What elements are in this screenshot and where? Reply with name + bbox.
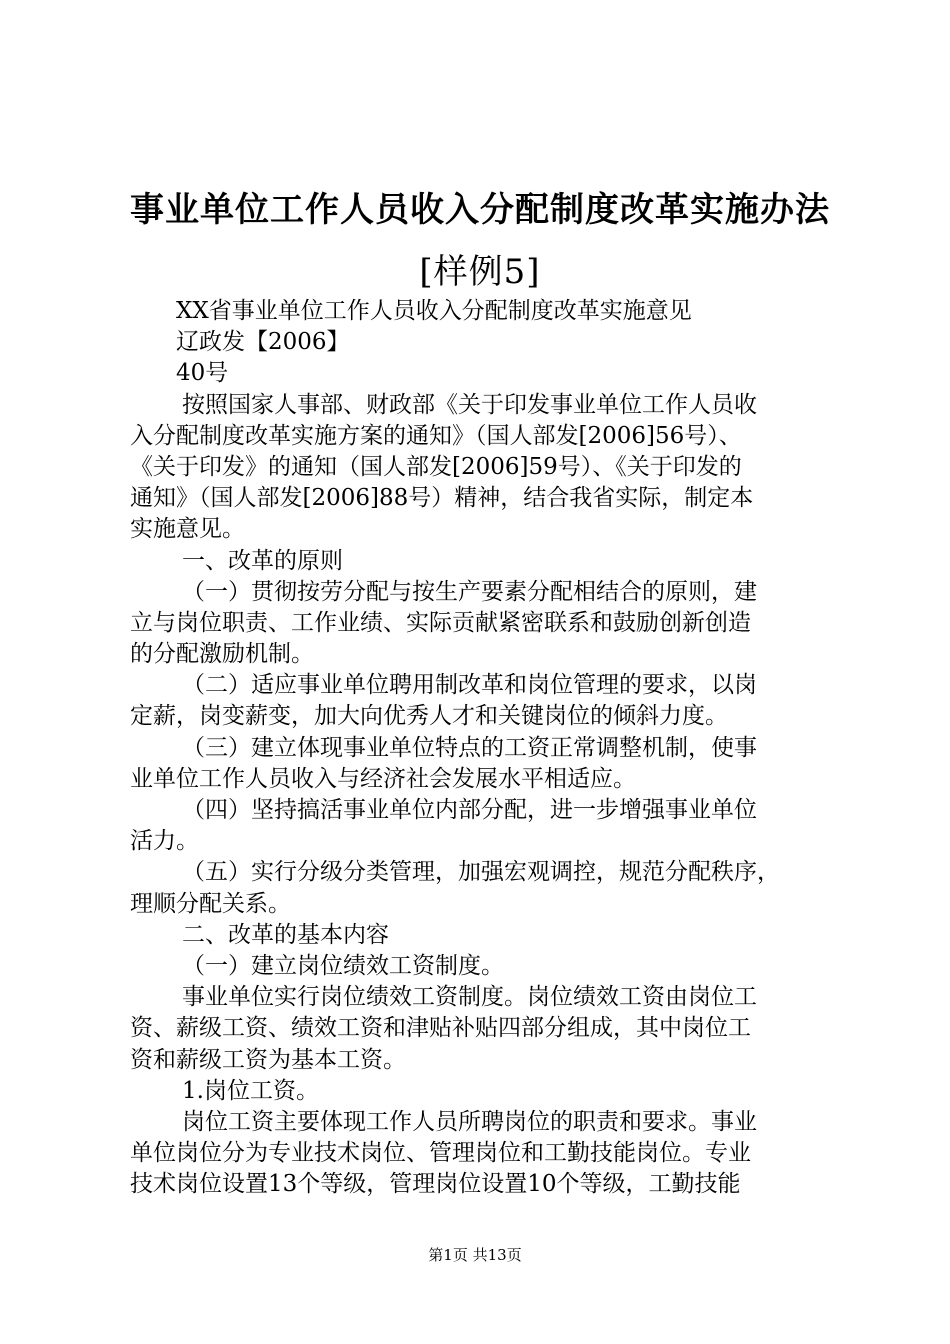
body-line: 岗位工资主要体现工作人员所聘岗位的职责和要求。事业 xyxy=(182,1108,757,1135)
body-line: 业单位工作人员收入与经济社会发展水平相适应。 xyxy=(130,765,636,792)
body-line: 入分配制度改革实施方案的通知》（国人部发[2006]56号）、 xyxy=(130,422,742,449)
body-line: XX省事业单位工作人员收入分配制度改革实施意见 xyxy=(176,298,692,324)
body-line: 事业单位实行岗位绩效工资制度。岗位绩效工资由岗位工 xyxy=(182,984,757,1011)
body-line: 技术岗位设置13个等级，管理岗位设置10个等级，工勤技能 xyxy=(130,1171,741,1198)
document-title-sample: [样例5] xyxy=(419,252,541,292)
body-line: 资、薪级工资、绩效工资和津贴补贴四部分组成，其中岗位工 xyxy=(130,1015,751,1042)
section-heading: 二、改革的基本内容 xyxy=(182,921,389,948)
body-line: 通知》（国人部发[2006]88号）精神，结合我省实际，制定本 xyxy=(130,485,754,512)
body-line: 资和薪级工资为基本工资。 xyxy=(130,1046,406,1073)
body-line: 实施意见。 xyxy=(130,516,245,543)
body-line: 立与岗位职责、工作业绩、实际贡献紧密联系和鼓励创新创造 xyxy=(130,609,751,636)
page-footer: 第1页 共13页 xyxy=(428,1246,522,1264)
body-line: 《关于印发》的通知（国人部发[2006]59号）、《关于印发的 xyxy=(130,453,742,480)
body-line: （四）坚持搞活事业单位内部分配，进一步增强事业单位 xyxy=(182,797,757,823)
body-line: 的分配激励机制。 xyxy=(130,641,314,668)
body-line: （五）实行分级分类管理，加强宏观调控，规范分配秩序， xyxy=(182,859,780,886)
body-line: 单位岗位分为专业技术岗位、管理岗位和工勤技能岗位。专业 xyxy=(130,1140,751,1167)
body-line: （三）建立体现事业单位特点的工资正常调整机制，使事 xyxy=(182,734,757,761)
body-line: （二）适应事业单位聘用制改革和岗位管理的要求，以岗 xyxy=(182,672,757,699)
body-line: 40号 xyxy=(176,360,229,387)
body-line: 活力。 xyxy=(130,828,199,855)
document-body xyxy=(130,296,830,1200)
document-title: 事业单位工作人员收入分配制度改革实施办法 xyxy=(130,190,830,230)
body-line: 理顺分配关系。 xyxy=(130,890,291,917)
body-line: 辽政发【2006】 xyxy=(176,329,350,356)
body-line: （一）贯彻按劳分配与按生产要素分配相结合的原则，建 xyxy=(182,578,757,605)
body-line: （一）建立岗位绩效工资制度。 xyxy=(182,952,504,979)
body-line: 1.岗位工资。 xyxy=(182,1077,319,1104)
section-heading: 一、改革的原则 xyxy=(182,547,343,574)
body-line: 定薪，岗变薪变，加大向优秀人才和关键岗位的倾斜力度。 xyxy=(130,703,728,730)
body-line: 按照国家人事部、财政部《关于印发事业单位工作人员收 xyxy=(182,391,757,418)
